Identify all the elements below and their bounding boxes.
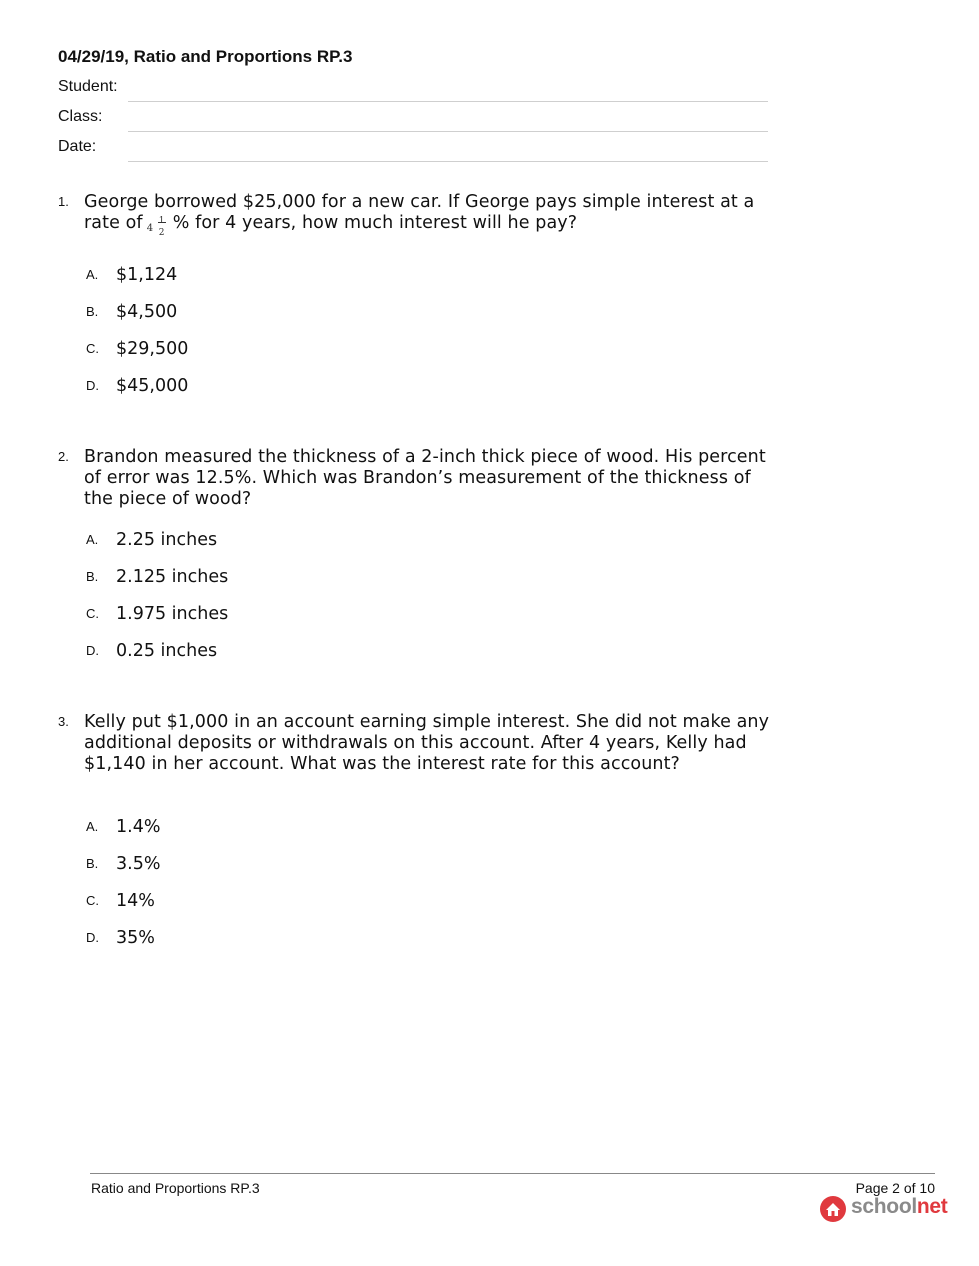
page-number: Page 2 of 10: [855, 1180, 935, 1196]
question-text: [84, 192, 774, 238]
logo-wordmark: [851, 1195, 948, 1219]
class-field-line[interactable]: [128, 131, 768, 132]
choice-text: 2.125 inches: [116, 567, 229, 587]
class-label: Class:: [58, 108, 103, 125]
choice-text: $29,500: [116, 339, 189, 359]
question-text: Kelly put $1,000 in an account earning simple interest. She did not make any additional deposits or withdrawals on this account. After 4 years, Kelly had $1,140 in her account. What was the interest rate for this account?: [84, 712, 770, 774]
choice-letter: B.: [86, 856, 99, 871]
choice-text: $1,124: [116, 265, 178, 285]
logo-school-text: school: [851, 1195, 917, 1218]
footer-divider: [90, 1173, 935, 1174]
logo-net-text: net: [916, 1195, 948, 1218]
choice-letter: C.: [86, 341, 99, 356]
choice-letter: A.: [86, 532, 99, 547]
choice-letter: B.: [86, 304, 99, 319]
fraction-numerator: 1: [158, 216, 165, 226]
question-number: 1.: [58, 194, 69, 209]
footer-title: Ratio and Proportions RP.3: [91, 1180, 260, 1196]
choice-text: 2.25 inches: [116, 530, 218, 550]
choice-letter: B.: [86, 569, 99, 584]
student-label: Student:: [58, 78, 118, 95]
choice-text: 1.975 inches: [116, 604, 229, 624]
question-text-part: % for 4 years, how much interest will he pay?: [172, 213, 578, 233]
choice-letter: D.: [86, 643, 99, 658]
home-icon: [820, 1196, 846, 1222]
choice-text: $45,000: [116, 376, 189, 396]
choice-text: 1.4%: [116, 817, 161, 837]
question-text-part: George borrowed $25,000 for a new car. If George pays simple interest at a rate of: [84, 192, 755, 233]
choice-text: $4,500: [116, 302, 178, 322]
choice-text: 3.5%: [116, 854, 161, 874]
question-text: Brandon measured the thickness of a 2-inch thick piece of wood. His percent of error was 12.5%. Which was Brandon’s measurement of the thickness of the piece of wood?: [84, 447, 766, 509]
choice-letter: D.: [86, 930, 99, 945]
fraction-denominator: 2: [158, 228, 165, 238]
choice-text: 14%: [116, 891, 155, 911]
choice-letter: C.: [86, 893, 99, 908]
student-field-line[interactable]: [128, 101, 768, 102]
question-number: 2.: [58, 449, 69, 464]
question-number: 3.: [58, 714, 69, 729]
schoolnet-logo: [820, 1195, 948, 1223]
choice-letter: A.: [86, 267, 99, 282]
choice-letter: D.: [86, 378, 99, 393]
choice-text: 35%: [116, 928, 155, 948]
date-label: Date:: [58, 138, 97, 155]
page-title: 04/29/19, Ratio and Proportions RP.3: [58, 47, 353, 66]
choice-letter: A.: [86, 819, 99, 834]
choice-letter: C.: [86, 606, 99, 621]
mixed-fraction: [146, 213, 171, 238]
date-field-line[interactable]: [128, 161, 768, 162]
fraction-whole: 4: [146, 223, 154, 234]
choice-text: 0.25 inches: [116, 641, 218, 661]
